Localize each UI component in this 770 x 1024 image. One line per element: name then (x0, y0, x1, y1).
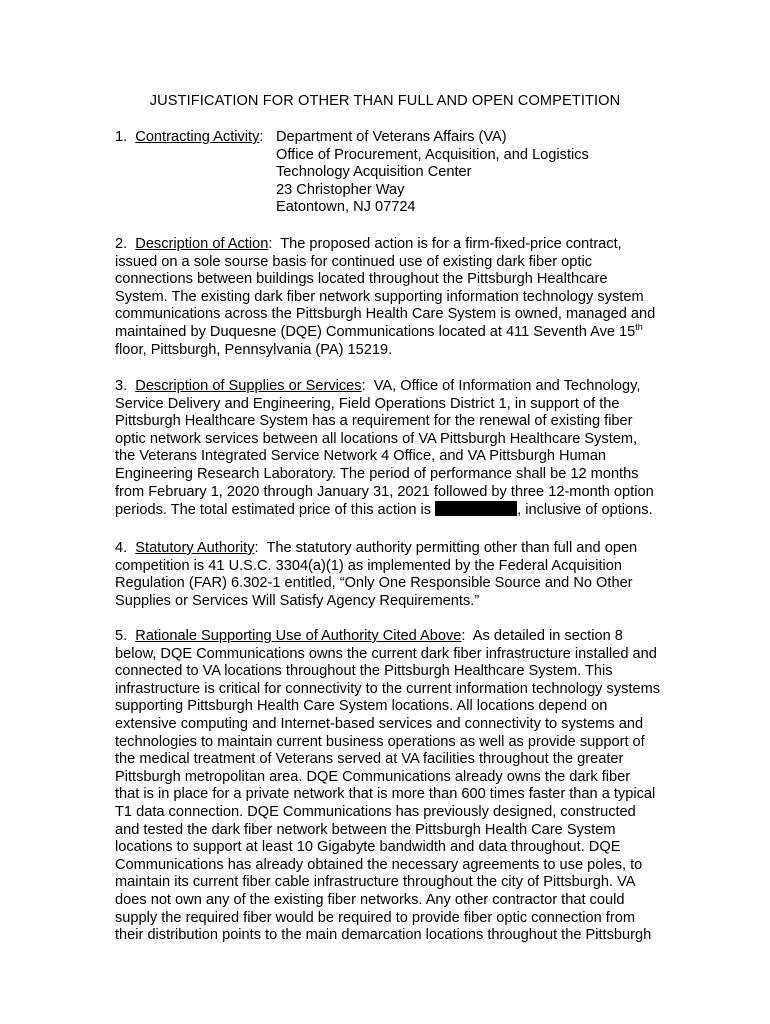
superscript: th (635, 321, 643, 332)
paragraph-line: connections between buildings located throughout the Pittsburgh Healthcare (115, 271, 608, 288)
paragraph-line: maintain its current fiber cable infrastructure throughout the city of Pittsburgh. VA (115, 874, 636, 891)
paragraph-line: Pittsburgh Healthcare System has a requirement for the renewal of existing fiber (115, 413, 633, 430)
paragraph-line: and tested the dark fiber network between the Pittsburgh Health Care System (115, 821, 616, 838)
paragraph-line: System. The existing dark fiber network supporting information technology system (115, 288, 644, 305)
address-line: Eatontown, NJ 07724 (276, 199, 416, 216)
paragraph-line: The proposed action is for a firm-fixed-price contract, (280, 236, 622, 252)
section-number: 2. (115, 236, 128, 252)
paragraph-line: extensive computing and Internet-based services and connectivity to systems and (115, 715, 644, 732)
paragraph-line: VA, Office of Information and Technology, (373, 378, 641, 394)
paragraph-line: the Veterans Integrated Service Network 4 Office, and VA Pittsburgh Human (115, 448, 607, 465)
section-number: 5. (115, 628, 128, 644)
section-heading: Statutory Authority (135, 540, 255, 556)
section-statutory-authority: 4. Statutory Authority: The statutory authority permitting other than full and open competition is 41 U.S.C. 3304(a)(1) as implemented by the Federal Acquisition Regulation (FAR) 6.302-1 entitled, “Only One Responsible Source and No Other Supplies or Services Will Satisfy Agency Requirements.” (115, 540, 685, 610)
paragraph-line: T1 data connection. DQE Communications has previously designed, constructed (115, 803, 636, 820)
paragraph-line: supporting Pittsburgh Health Care System locations. All locations depend on (115, 698, 608, 715)
paragraph-line: issued on a sole sourse basis for continued use of existing dark fiber optic (115, 253, 592, 270)
paragraph-line: Supplies or Services Will Satisfy Agency Requirements.” (115, 592, 480, 609)
paragraph-line: maintained by Duquesne (DQE) Communications located at 411 Seventh Ave 15 (115, 323, 636, 340)
paragraph-line: communications across the Pittsburgh Health Care System is owned, managed and (115, 306, 656, 323)
address-line: Technology Acquisition Center (276, 164, 472, 181)
paragraph-line: their distribution points to the main demarcation locations throughout the Pittsburgh (115, 927, 652, 944)
section-heading: Contracting Activity (135, 129, 260, 145)
paragraph-line: from February 1, 2020 through January 31, 2021 followed by three 12-month option (115, 483, 654, 500)
paragraph-line: technologies to maintain current business operations as well as provide support of (115, 733, 645, 750)
paragraph-line: As detailed in section 8 (472, 628, 623, 644)
address-line: Office of Procurement, Acquisition, and Logistics (276, 146, 589, 163)
paragraph-line: does not own any of the existing fiber networks. Any other contractor that could (115, 891, 625, 908)
paragraph-line: , inclusive of options. (517, 502, 653, 519)
paragraph-line: competition is 41 U.S.C. 3304(a)(1) as implemented by the Federal Acquisition (115, 557, 622, 574)
redaction-box (435, 501, 517, 516)
paragraph-line: optic network services between all locations of VA Pittsburgh Healthcare System, (115, 430, 638, 447)
section-description-of-supplies: 3. Description of Supplies or Services: VA, Office of Information and Technology, Service Delivery and Engineering, Field Operations District 1, in support of the Pittsburgh Healthcare System has a requirement for the renewal of existing fiber optic network services between all locations of VA Pittsburgh Healthcare System, the Veterans Integrated Service Network 4 Office, and VA Pittsburgh Human Engineering Research Laboratory. The period of performance shall be 12 months from February 1, 2020 through January 31, 2021 followed by three 12-month option periods. The total estimated price of this action is , inclusive of options. (115, 378, 685, 520)
paragraph-line: connected to VA locations throughout the Pittsburgh Healthcare System. This (115, 663, 613, 680)
paragraph-line: floor, Pittsburgh, Pennsylvania (PA) 15219. (115, 341, 393, 358)
paragraph-line: locations to support at least 10 Gigabyte bandwidth and data throughout. DQE (115, 839, 621, 856)
paragraph-line: that is in place for a private network that is more than 600 times faster than a typical (115, 786, 656, 803)
section-heading: Description of Supplies or Services (135, 378, 362, 394)
paragraph-line: Communications has already obtained the necessary agreements to use poles, to (115, 856, 643, 873)
paragraph-line: Engineering Research Laboratory. The period of performance shall be 12 months (115, 465, 639, 482)
paragraph-line: Regulation (FAR) 6.302-1 entitled, “Only One Responsible Source and No Other (115, 575, 633, 592)
address-line: 23 Christopher Way (276, 181, 405, 198)
paragraph-line: Pittsburgh metropolitan area. DQE Communications already owns the dark fiber (115, 768, 631, 785)
paragraph-line: the medical treatment of Veterans served at VA facilities throughout the greater (115, 751, 624, 768)
page-title: JUSTIFICATION FOR OTHER THAN FULL AND OPEN COMPETITION (149, 93, 621, 109)
paragraph-line: The statutory authority permitting other than full and open (266, 540, 638, 556)
section-contracting-activity: 1. Contracting Activity: (115, 129, 264, 145)
paragraph-line: supply the required fiber would be required to provide fiber optic connection from (115, 909, 635, 926)
paragraph-line: below, DQE Communications owns the current dark fiber infrastructure installed and (115, 645, 657, 662)
section-number: 1. (115, 129, 128, 145)
section-heading: Description of Action (135, 236, 269, 252)
contracting-address (276, 129, 589, 217)
paragraph-line: infrastructure is critical for connectivity to the current information technology systems (115, 680, 661, 697)
section-heading: Rationale Supporting Use of Authority Cited Above (135, 628, 462, 644)
section-rationale: 5. Rationale Supporting Use of Authority Cited Above: As detailed in section 8 below, DQE Communications owns the current dark fiber infrastructure installed and connected to VA locations throughout the Pittsburgh Healthcare System. This infrastructure is critical for connectivity to the current information technology systems supporting Pittsburgh Health Care System locations. All locations depend on extensive computing and Internet-based services and connectivity to systems and technologies to maintain current business operations as well as provide support of the medical treatment of Veterans served at VA facilities throughout the greater Pittsburgh metropolitan area. DQE Communications already owns the dark fiber that is in place for a private network that is more than 600 times faster than a typical T1 data connection. DQE Communications has previously designed, constructed and tested the dark fiber network between the Pittsburgh Health Care System locations to support at least 10 Gigabyte bandwidth and data throughout. DQE Communications has already obtained the necessary agreements to use poles, to maintain its current fiber cable infrastructure throughout the city of Pittsburgh. VA does not own any of the existing fiber networks. Any other contractor that could supply the required fiber would be required to provide fiber optic connection from their distribution points to the main demarcation locations throughout the Pittsburgh (115, 628, 685, 945)
paragraph-line: Service Delivery and Engineering, Field Operations District 1, in support of the (115, 395, 620, 412)
section-number: 4. (115, 540, 128, 556)
paragraph-line: periods. The total estimated price of this action is (115, 502, 432, 519)
section-description-of-action: 2. Description of Action: The proposed action is for a firm-fixed-price contract, issued on a sole sourse basis for continued use of existing dark fiber optic connections between buildings located throughout the Pittsburgh Healthcare System. The existing dark fiber network supporting information technology system communications across the Pittsburgh Health Care System is owned, managed and maintained by Duquesne (DQE) Communications located at 411 Seventh Ave 15th floor, Pittsburgh, Pennsylvania (PA) 15219. (115, 236, 685, 359)
address-line: Department of Veterans Affairs (VA) (276, 129, 507, 145)
section-number: 3. (115, 378, 128, 394)
